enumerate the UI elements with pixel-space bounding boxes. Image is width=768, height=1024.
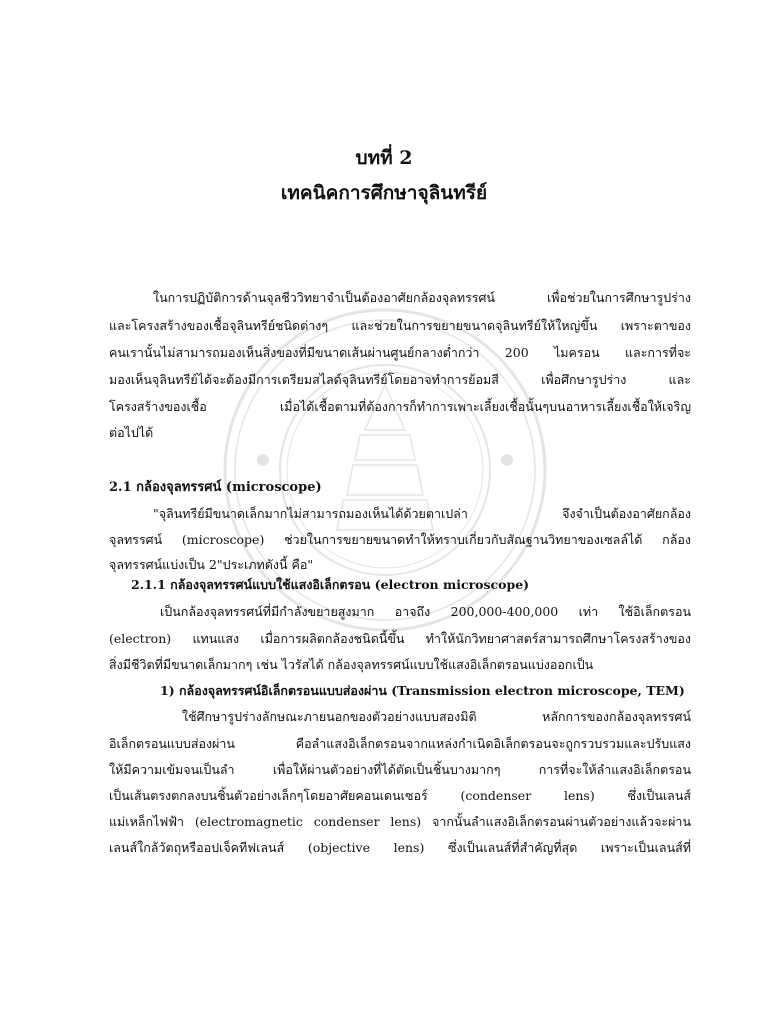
intro-line-5: โครงสร้างของเชื้อ เมื่อได้เชื้อตามที่ต้องการก็ทำการเพาะเลี้ยงเชื้อนั้นๆบนอาหารเลี้ยงเชื้อให้เจริญ [109, 399, 691, 414]
intro-line-6: ต่อไปได้ [109, 425, 154, 440]
chapter-title: เทคนิคการศึกษาจุลินทรีย์ [280, 182, 488, 204]
tem-line-4: เป็นเส้นตรงตกลงบนชิ้นตัวอย่างเล็กๆโดยอาศัยคอนเดนเซอร์ (condenser lens) ซึ่งเป็นเลนส์ [109, 788, 691, 803]
section-2-1-line-1: "จุลินทรีย์มีขนาดเล็กมากไม่สามารถมองเห็นได้ด้วยตาเปล่า จึงจำเป็นต้องอาศัยกล้อง [153, 506, 691, 521]
section-2-1-line-2: จุลทรรศน์ (microscope) ช่วยในการขยายขนาดทำให้ทราบเกี่ยวกับสัณฐานวิทยาของเซลล์ได้ กล้อง [109, 532, 691, 547]
tem-line-6: เลนส์ใกล้วัตถุหรืออปเจ็คทีฟเลนส์ (objective lens) ซึ่งเป็นเลนส์ที่สำคัญที่สุด เพราะเป็นเลนส์ที่ [109, 840, 691, 855]
section-2-1-line-3: จุลทรรศน์แบ่งเป็น 2"ประเภทดังนี้ คือ" [109, 557, 314, 572]
tem-line-1: ใช้ศึกษารูปร่างลักษณะภายนอกของตัวอย่างแบบสองมิติ หลักการของกล้องจุลทรรศน์ [182, 709, 691, 724]
tem-line-3: ให้มีความเข้มจนเป็นลำ เพื่อให้ผ่านตัวอย่างที่ได้ตัดเป็นชิ้นบางมากๆ การที่จะให้ลำแสงอิเล็กตรอน [109, 762, 691, 777]
section-2-1-1-heading: 2.1.1 กล้องจุลทรรศน์แบบใช้แสงอิเล็กตรอน (electron microscope) [131, 577, 530, 592]
section-2-1-1-line-3: สิ่งมีชีวิตที่มีขนาดเล็กมากๆ เช่น ไวรัสได้ กล้องจุลทรรศน์แบบใช้แสงอิเล็กตรอนแบ่งออกเป็น [109, 657, 594, 672]
section-2-1-1-line-2: (electron) แทนแสง เมื่อการผลิตกล้องชนิดนี้ขึ้น ทำให้นักวิทยาศาสตร์สามารถศึกษาโครงสร้างของ [109, 631, 691, 646]
tem-line-5: แม่เหล็กไฟฟ้า (electromagnetic condenser lens) จากนั้นลำแสงอิเล็กตรอนผ่านตัวอย่างแล้วจะผ่าน [109, 814, 691, 829]
intro-line-2: และโครงสร้างของเชื้อจุลินทรีย์ชนิดต่างๆ และช่วยในการขยายขนาดจุลินทรีย์ให้ใหญ่ขึ้น เพราะตาของ [109, 318, 691, 333]
intro-line-3: คนเรานั้นไม่สามารถมองเห็นสิ่งของที่มีขนาดเส้นผ่านศูนย์กลางต่ำกว่า 200 ไมครอน และการที่จะ [109, 345, 691, 360]
tem-heading: 1) กล้องจุลทรรศน์อิเล็กตรอนแบบส่องผ่าน (Transmission electron microscope, TEM) [160, 683, 685, 698]
intro-line-4: มองเห็นจุลินทรีย์ได้จะต้องมีการเตรียมสไลด์จุลินทรีย์โดยอาจทำการย้อมสี เพื่อศึกษารูปร่าง และ [109, 372, 691, 387]
section-2-1-heading: 2.1 กล้องจุลทรรศน์ (microscope) [109, 480, 322, 495]
section-2-1-1-line-1: เป็นกล้องจุลทรรศน์ที่มีกำลังขยายสูงมาก อาจถึง 200,000-400,000 เท่า ใช้อิเล็กตรอน [160, 604, 691, 619]
intro-line-1: ในการปฏิบัติการด้านจุลชีววิทยาจำเป็นต้องอาศัยกล้องจุลทรรศน์ เพื่อช่วยในการศึกษารูปร่าง [153, 290, 691, 305]
tem-line-2: อิเล็กตรอนแบบส่องผ่าน คือลำแสงอิเล็กตรอนจากแหล่งกำเนิดอิเล็กตรอนจะถูกรวบรวมและปรับแสง [109, 736, 691, 751]
chapter-number: บทที่ 2 [355, 147, 413, 169]
